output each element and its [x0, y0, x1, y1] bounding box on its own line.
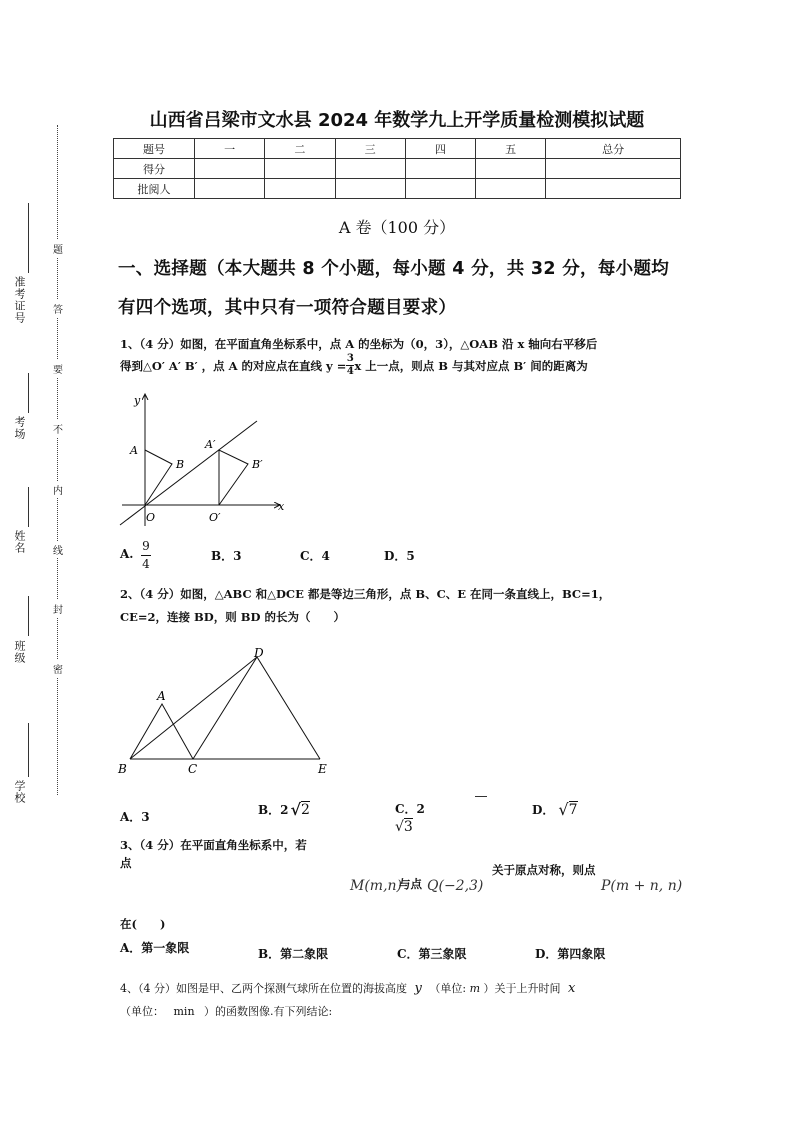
q1-option-b[interactable]: B．3	[211, 549, 242, 563]
grader-input-cell[interactable]	[265, 179, 335, 199]
grader-input-cell[interactable]	[335, 179, 405, 199]
q1-text-line-1: 1、（4 分）如图，在平面直角坐标系中，点 A 的坐标为（0，3），△OAB 沿 x 轴向右平移后	[120, 337, 598, 351]
q3-point-m: M(m,n)	[350, 878, 403, 894]
seal-char: 答	[53, 300, 63, 317]
part-title-line-2: 有四个选项，其中只有一项符合题目要求）	[118, 298, 457, 318]
margin-label-class: 班级	[13, 640, 26, 664]
q2-option-c[interactable]	[395, 800, 425, 835]
part-title-line-1: 一、选择题（本大题共 8 个小题，每小题 4 分，共 32 分，每小题均	[118, 259, 670, 279]
grader-input-cell[interactable]	[476, 179, 546, 199]
q1-option-a-label[interactable]: A.	[120, 547, 134, 561]
point-label-o-prime: O′	[209, 511, 221, 524]
option-label: B．2	[258, 803, 289, 817]
point-label-a-prime: A′	[205, 438, 216, 451]
margin-label-exam-id: 准考证号	[13, 276, 26, 324]
math-variable: y	[414, 981, 422, 996]
q3-text-line-2: 点	[120, 856, 132, 870]
option-label: D．	[532, 803, 555, 817]
seal-char: 封	[53, 600, 63, 617]
margin-label-exam-room: 考场	[13, 416, 26, 440]
line-y-3-4x	[120, 421, 257, 525]
score-input-cell[interactable]	[195, 159, 265, 179]
q4-text-part: ）的函数图像.有下列结论:	[204, 1005, 333, 1018]
radicand: 3	[403, 819, 413, 835]
radicand: 7	[568, 802, 578, 818]
q3-text-mid: 关于原点对称，则点	[492, 863, 596, 877]
stray-mark	[475, 796, 487, 797]
math-variable: x	[568, 981, 576, 996]
triangle-dce	[193, 657, 320, 759]
score-table	[113, 138, 681, 199]
point-label-a: A	[130, 444, 138, 457]
x-axis-label: x	[278, 500, 285, 513]
seal-char: 不	[53, 420, 63, 437]
score-input-cell[interactable]	[335, 159, 405, 179]
q3-text-line-1: 3、（4 分）在平面直角坐标系中，若	[120, 838, 307, 852]
radicand: 2	[301, 802, 310, 818]
table-cell: 四	[405, 139, 475, 159]
fill-line	[28, 487, 29, 527]
section-heading: A 卷（100 分）	[338, 218, 456, 237]
score-input-cell[interactable]	[546, 159, 681, 179]
point-label-b-prime: B′	[252, 458, 263, 471]
fraction-numerator: 3	[346, 353, 354, 364]
score-input-cell[interactable]	[405, 159, 475, 179]
option-label: C．2	[395, 802, 425, 816]
seal-char: 线	[53, 541, 63, 558]
triangle-oab	[145, 450, 172, 505]
fill-line	[28, 373, 29, 413]
math-unit: min	[173, 1005, 195, 1018]
grader-input-cell[interactable]	[195, 179, 265, 199]
q1-text-part: 得到△O′ A′ B′ ，点 A 的对应点在直线 y =	[120, 358, 347, 373]
q4-text-line-2	[120, 1003, 332, 1019]
point-label-b: B	[176, 458, 185, 471]
table-row	[114, 159, 681, 179]
q2-triangle-figure	[112, 642, 342, 782]
q3-option-b[interactable]: B．第二象限	[258, 947, 329, 961]
q2-option-b[interactable]	[258, 800, 310, 819]
q4-text-part: ）关于上升时间	[483, 982, 561, 995]
score-input-cell[interactable]	[476, 159, 546, 179]
table-cell: 得分	[114, 159, 195, 179]
table-cell: 五	[476, 139, 546, 159]
q2-option-a[interactable]: A．3	[120, 810, 150, 824]
point-label-d: D	[254, 646, 264, 660]
point-label-c: C	[188, 762, 198, 776]
q1-text-line-2	[120, 354, 588, 377]
margin-label-school: 学校	[13, 780, 26, 804]
sqrt-sign: √	[395, 819, 404, 835]
seal-char: 题	[53, 240, 63, 257]
grader-input-cell[interactable]	[405, 179, 475, 199]
table-row	[114, 139, 681, 159]
q3-text-with: 与点	[399, 877, 422, 891]
margin-label-name: 姓名	[13, 530, 26, 554]
table-row	[114, 179, 681, 199]
point-label-o: O	[146, 511, 156, 524]
y-axis-label: y	[134, 394, 141, 407]
page-title: 山西省吕梁市文水县 2024 年数学九上开学质量检测模拟试题	[149, 110, 645, 131]
table-cell: 三	[335, 139, 405, 159]
q1-option-c[interactable]: C．4	[300, 549, 330, 563]
q3-option-a[interactable]: A．第一象限	[120, 941, 190, 955]
segment-bd	[130, 657, 257, 759]
q1-fraction	[346, 354, 354, 377]
q4-text-part: （单位:	[429, 982, 467, 995]
q3-point-q: Q(−2,3)	[427, 878, 484, 894]
score-input-cell[interactable]	[265, 159, 335, 179]
q4-text-part: 4、（4 分）如图是甲、乙两个探测气球所在位置的海拔高度	[120, 982, 407, 995]
point-label-a: A	[157, 689, 166, 703]
q4-text-part: （单位：	[120, 1005, 164, 1018]
table-cell: 一	[195, 139, 265, 159]
seal-char: 密	[53, 660, 63, 677]
seal-char: 内	[53, 481, 63, 498]
fill-line	[28, 723, 29, 777]
table-cell: 批阅人	[114, 179, 195, 199]
q2-text-line-1: 2、（4 分）如图，△ABC 和△DCE 都是等边三角形，点 B、C、E 在同一条直线上，BC=1，	[120, 587, 611, 601]
fraction-numerator: 9	[142, 539, 150, 553]
fill-line	[28, 596, 29, 636]
point-label-b: B	[118, 762, 127, 776]
fill-line	[28, 203, 29, 273]
table-cell: 总分	[546, 139, 681, 159]
q3-option-c[interactable]: C．第三象限	[397, 947, 467, 961]
math-unit: m	[469, 982, 481, 995]
fraction-denominator: 4	[142, 557, 150, 572]
sqrt-sign: √	[558, 800, 569, 819]
fraction-bar	[141, 555, 151, 556]
fraction-denominator: 4	[346, 366, 354, 377]
q1-option-a-fraction[interactable]	[141, 540, 151, 571]
grader-input-cell[interactable]	[546, 179, 681, 199]
triangle-abc	[130, 704, 193, 759]
q1-coordinate-figure	[112, 388, 292, 530]
q3-point-p: P(m + n, n)	[601, 878, 683, 894]
q1-text-part: x 上一点，则点 B 与其对应点 B′ 间的距离为	[354, 358, 588, 373]
q4-text-line-1	[120, 980, 575, 996]
sqrt-sign: √	[290, 800, 302, 819]
q2-option-d[interactable]	[532, 800, 578, 819]
table-cell: 题号	[114, 139, 195, 159]
point-label-e: E	[318, 762, 327, 776]
triangle-o2a2b2	[219, 450, 248, 505]
q3-text-in: 在( )	[120, 917, 166, 931]
table-cell: 二	[265, 139, 335, 159]
q2-text-line-2: CE=2，连接 BD，则 BD 的长为（ ）	[120, 610, 345, 624]
q3-option-d[interactable]: D．第四象限	[535, 947, 606, 961]
q1-option-d[interactable]: D．5	[384, 549, 415, 563]
seal-char: 要	[53, 360, 63, 377]
